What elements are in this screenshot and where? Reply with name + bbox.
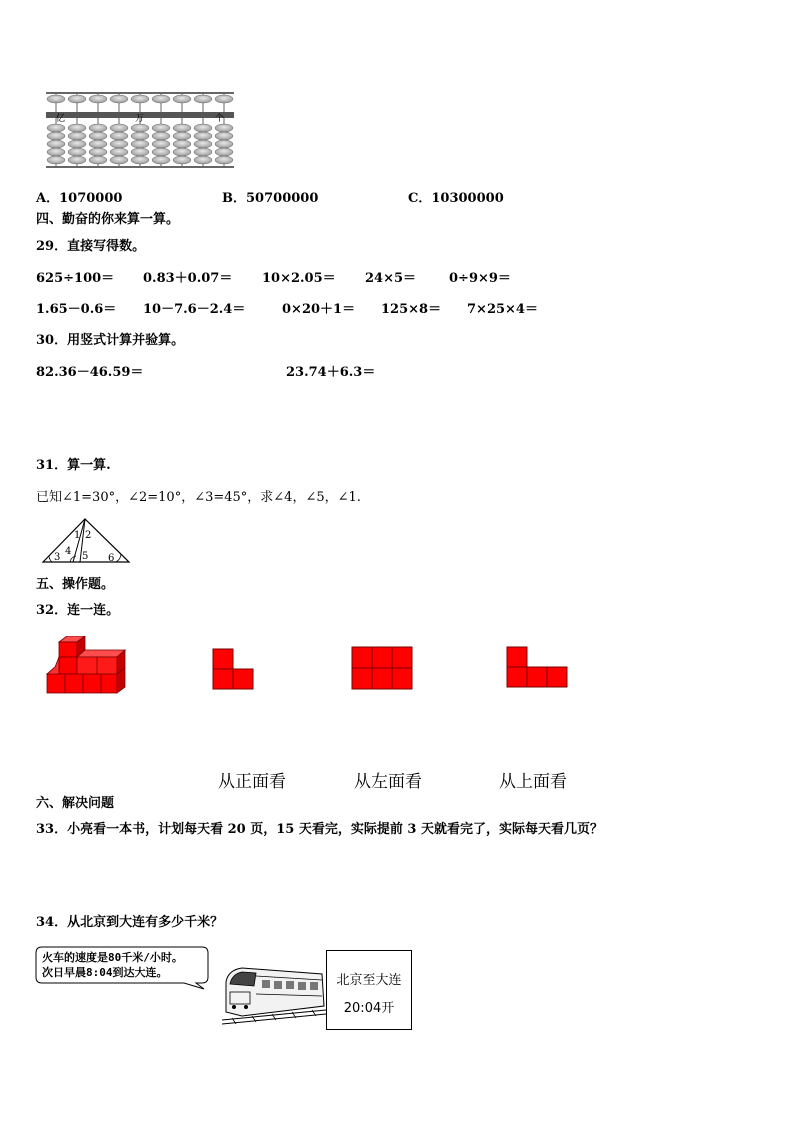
option-value: 50700000 [246, 191, 319, 206]
angle-label-5: 5 [82, 551, 89, 562]
q29-item-5: 0÷9×9＝ [449, 271, 511, 286]
q29-item-4: 24×5＝ [365, 271, 417, 286]
angle-label-3: 3 [54, 552, 61, 563]
section-heading-5: 五、操作题。 [36, 577, 115, 592]
angle-label-6: 6 [108, 553, 115, 564]
triangle-graphic [40, 516, 132, 566]
view-label-front[interactable]: 从正面看 [218, 772, 286, 792]
q31-title: 31．算一算. [36, 458, 111, 473]
angle-label-1: 1 [74, 530, 81, 541]
view-shape-long-l[interactable] [506, 646, 570, 688]
view-label-top[interactable]: 从上面看 [499, 772, 567, 792]
angle-label-2: 2 [85, 530, 92, 541]
bubble-line-1: 火车的速度是80千米/小时。 [42, 951, 183, 964]
angle-label-4: 4 [65, 546, 72, 557]
option-a[interactable]: A．1070000 [36, 191, 123, 206]
q30-title: 30．用竖式计算并验算。 [36, 333, 185, 348]
view-shape-l-graphic [212, 648, 256, 690]
cube-stack-figure[interactable] [45, 636, 127, 696]
option-c[interactable]: C．10300000 [408, 191, 504, 206]
option-letter: C [408, 191, 419, 206]
q34-title: 34．从北京到大连有多少千米？ [36, 915, 224, 930]
triangle-figure [40, 516, 132, 566]
q29-item-1: 625÷100＝ [36, 271, 115, 286]
abacus-graphic [44, 90, 236, 170]
bubble-line-2: 次日早晨8:04到达大连。 [42, 966, 168, 979]
schedule-sign [326, 950, 412, 1030]
option-value: 10300000 [431, 191, 504, 206]
view-label-left[interactable]: 从左面看 [354, 772, 422, 792]
abacus-label-yi: 亿 [56, 114, 66, 124]
view-shape-grid[interactable] [351, 646, 413, 690]
abacus-image [44, 90, 236, 170]
section-heading-6: 六、解决问题 [36, 796, 115, 811]
option-letter: A [36, 191, 47, 206]
abacus-label-wan: 万 [135, 114, 145, 124]
cube-stack-graphic [45, 636, 127, 696]
view-shape-grid-graphic [351, 646, 413, 690]
view-shape-long-l-graphic [506, 646, 570, 688]
q29-item-3: 10×2.05＝ [262, 271, 336, 286]
train-illustration [222, 960, 326, 1026]
abacus-label-ge: 个 [215, 114, 225, 124]
q30-item-1: 82.36－46.59＝ [36, 365, 144, 380]
q29-item-8: 0×20＋1＝ [282, 302, 356, 317]
q31-text: 已知∠1=30°，∠2=10°，∠3=45°，求∠4，∠5，∠1. [36, 490, 361, 505]
q33-text: 33．小亮看一本书，计划每天看 20 页，15 天看完，实际提前 3 天就看完了，实际每天看几页？ [36, 822, 603, 837]
q29-item-9: 125×8＝ [381, 302, 442, 317]
q29-item-10: 7×25×4＝ [467, 302, 538, 317]
option-letter: B [222, 191, 233, 206]
q30-item-2: 23.74＋6.3＝ [286, 365, 376, 380]
q29-item-2: 0.83＋0.07＝ [143, 271, 233, 286]
view-shape-l[interactable] [212, 648, 256, 690]
train-graphic [222, 960, 326, 1026]
sign-departure: 20:04开 [343, 1001, 395, 1016]
speech-bubble [34, 946, 214, 990]
section-heading-4: 四、勤奋的你来算一算。 [36, 212, 180, 227]
option-b[interactable]: B．50700000 [222, 191, 319, 206]
option-value: 1070000 [59, 191, 123, 206]
q32-title: 32．连一连。 [36, 603, 120, 618]
q29-item-7: 10－7.6－2.4＝ [143, 302, 246, 317]
q29-item-6: 1.65－0.6＝ [36, 302, 117, 317]
q29-title: 29．直接写得数。 [36, 239, 146, 254]
sign-route: 北京至大连 [336, 973, 402, 988]
